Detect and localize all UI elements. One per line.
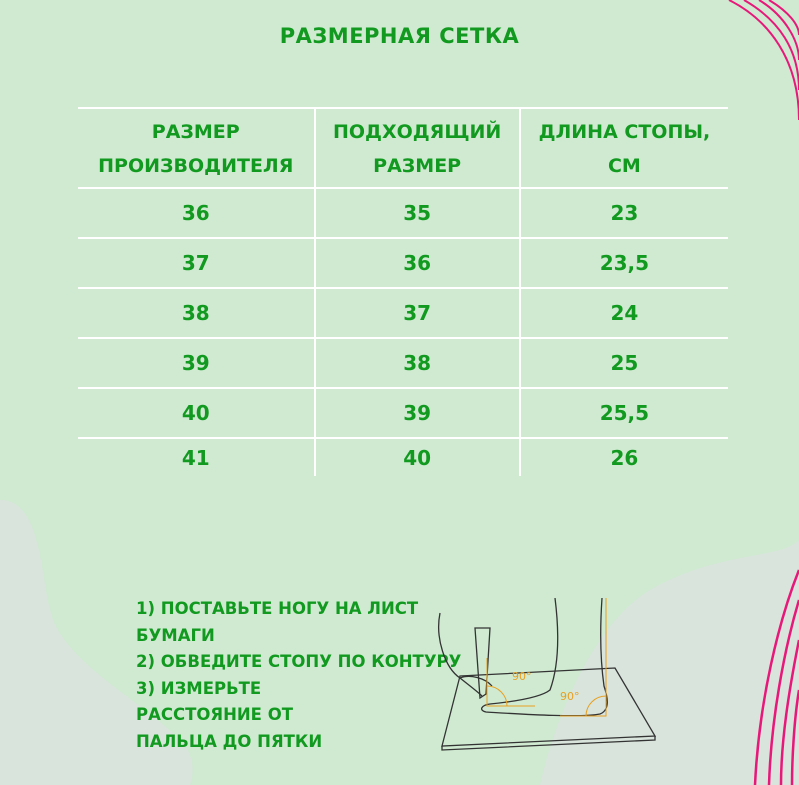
angle-label: 90° (560, 690, 580, 703)
table-cell: 40 (315, 438, 520, 476)
table-row (78, 188, 728, 238)
foot-measuring-illustration (430, 598, 660, 758)
column-header-line: РАЗМЕР (373, 155, 462, 177)
instruction-line: БУМАГИ (136, 625, 215, 645)
angle-label: 90° (512, 670, 532, 683)
column-header (78, 108, 315, 188)
instruction-line: 2) ОБВЕДИТЕ СТОПУ ПО КОНТУРУ (136, 652, 462, 671)
table-cell: 37 (78, 238, 315, 288)
table-cell: 35 (315, 188, 520, 238)
table-cell: 24 (520, 288, 728, 338)
table-row (78, 238, 728, 288)
instruction-line: 3) ИЗМЕРЬТЕ (136, 678, 262, 698)
table-cell: 39 (315, 388, 520, 438)
table-cell: 26 (520, 438, 728, 476)
table-row (78, 338, 728, 388)
instructions (136, 596, 462, 755)
table-row (78, 388, 728, 438)
column-header-line: ДЛИНА СТОПЫ, (538, 121, 711, 143)
size-table (78, 107, 728, 476)
table-cell: 23 (520, 188, 728, 238)
table-cell: 38 (315, 338, 520, 388)
table-cell: 36 (78, 188, 315, 238)
table-cell: 36 (315, 238, 520, 288)
table-cell: 23,5 (520, 238, 728, 288)
instruction-line: РАССТОЯНИЕ ОТ (136, 705, 293, 724)
column-header-line: СМ (607, 155, 641, 177)
instruction-line: 1) ПОСТАВЬТЕ НОГУ НА ЛИСТ (136, 599, 419, 618)
table-cell: 37 (315, 288, 520, 338)
table-cell: 25,5 (520, 388, 728, 438)
column-header-line: ПРОИЗВОДИТЕЛЯ (98, 155, 294, 177)
table-cell: 25 (520, 338, 728, 388)
table-header-row (78, 108, 728, 188)
column-header-line: ПОДХОДЯЩИЙ (332, 121, 502, 143)
column-header (315, 108, 520, 188)
column-header (520, 108, 728, 188)
table-row (78, 438, 728, 476)
column-header-line: РАЗМЕР (151, 121, 240, 143)
table-cell: 39 (78, 338, 315, 388)
table-cell: 38 (78, 288, 315, 338)
table-row (78, 288, 728, 338)
table-cell: 41 (78, 438, 315, 476)
instruction-line: ПАЛЬЦА ДО ПЯТКИ (136, 731, 323, 751)
table-cell: 40 (78, 388, 315, 438)
page-title: РАЗМЕРНАЯ СЕТКА (279, 24, 520, 48)
